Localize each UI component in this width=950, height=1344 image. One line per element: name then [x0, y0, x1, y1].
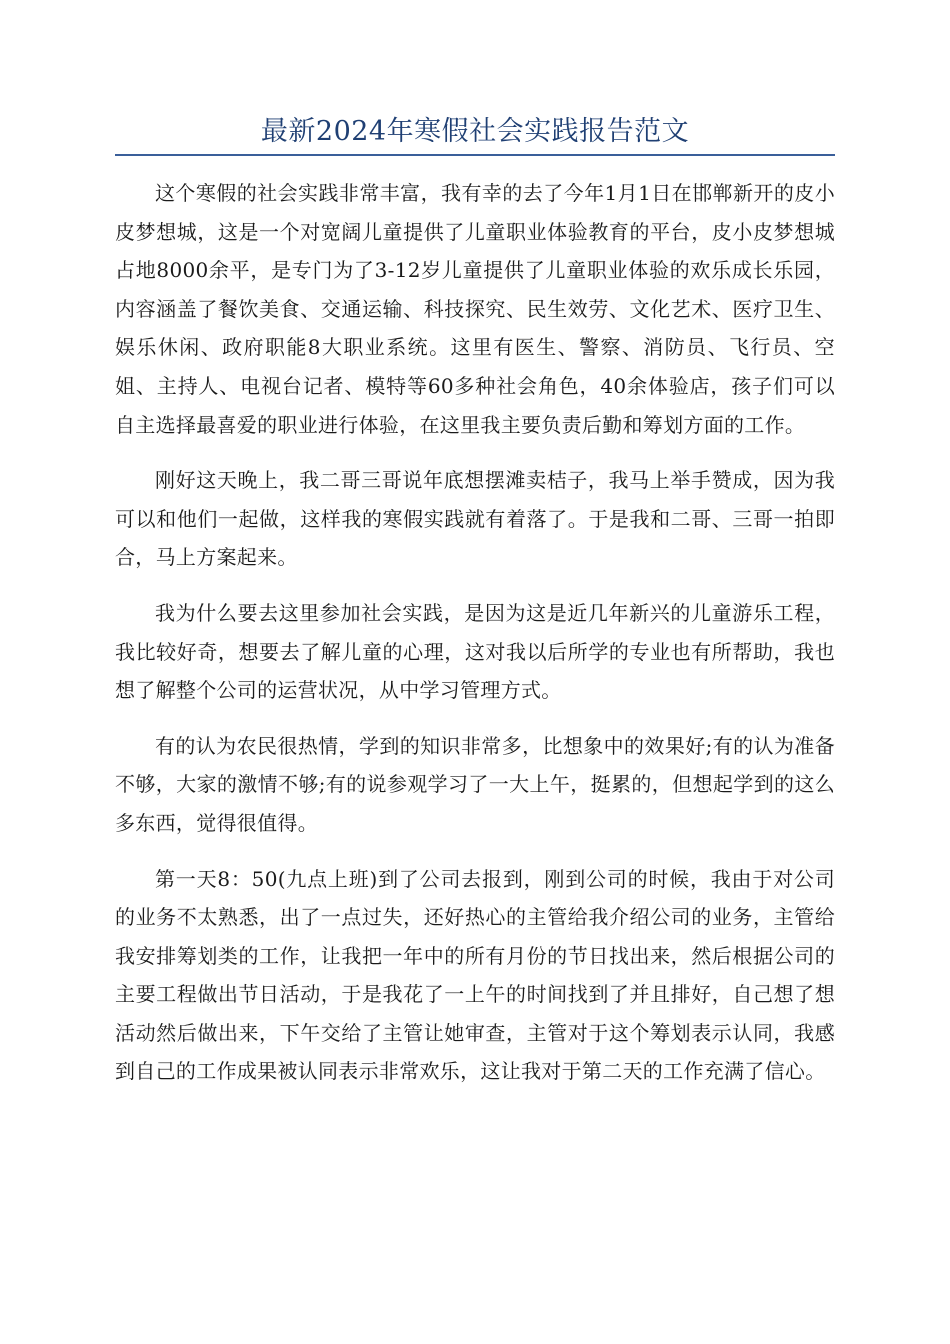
document-title: 最新2024年寒假社会实践报告范文 — [260, 116, 690, 147]
title-underline — [115, 154, 835, 156]
document-body — [115, 174, 835, 1108]
paragraph-2: 刚好这天晚上，我二哥三哥说年底想摆滩卖桔子，我马上举手赞成，因为我可以和他们一起做，这样我的寒假实践就有着落了。于是我和二哥、三哥一拍即合，马上方案起来。 — [115, 468, 835, 570]
paragraph-4: 有的认为农民很热情，学到的知识非常多，比想象中的效果好;有的认为准备不够，大家的激情不够;有的说参观学习了一大上午，挺累的，但想起学到的这么多东西，觉得很值得。 — [115, 733, 835, 835]
paragraph-5: 第一天8：50(九点上班)到了公司去报到，刚到公司的时候，我由于对公司的业务不太熟悉，出了一点过失，还好热心的主管给我介绍公司的业务，主管给我安排筹划类的工作，让我把一年中的所有月份的节日找出来，然后根据公司的主要工程做出节日活动，于是我花了一上午的时间找到了并且排好，自己想了想活动然后做出来，下午交给了主管让她审查，主管对于这个筹划表示认同，我感到自己的工作成果被认同表示非常欢乐，这让我对于第二天的工作充满了信心。 — [115, 866, 835, 1084]
paragraph-3: 我为什么要去这里参加社会实践，是因为这是近几年新兴的儿童游乐工程，我比较好奇，想要去了解儿童的心理，这对我以后所学的专业也有所帮助，我也想了解整个公司的运营状况，从中学习管理方式。 — [115, 600, 835, 703]
paragraph-1: 这个寒假的社会实践非常丰富，我有幸的去了今年1月1日在邯郸新开的皮小皮梦想城，这是一个对宽阔儿童提供了儿童职业体验教育的平台，皮小皮梦想城占地8000余平，是专门为了3-12岁儿童提供了儿童职业体验的欢乐成长乐园，内容涵盖了餐饮美食、交通运输、科技探究、民生效劳、文化艺术、医疗卫生、娱乐休闲、政府职能8大职业系统。这里有医生、警察、消防员、飞行员、空姐、主持人、电视台记者、模特等60多种社会角色，40余体验店，孩子们可以自主选择最喜爱的职业进行体验，在这里我主要负责后勤和筹划方面的工作。 — [115, 181, 835, 437]
